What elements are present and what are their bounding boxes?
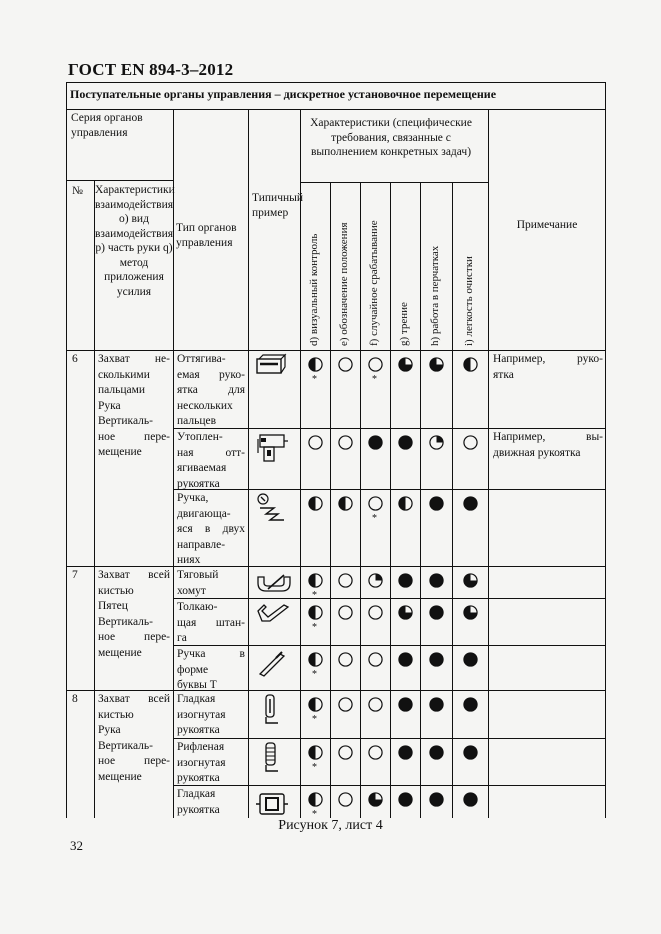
control-type-line: Утоплен- — [177, 431, 223, 443]
control-type-line: ягиваемая — [177, 462, 227, 474]
header-column-3: f) случайное срабатывание — [368, 220, 380, 346]
control-type-line: изогнутая — [177, 756, 226, 769]
header-num: № — [72, 185, 83, 197]
grid-line — [300, 110, 301, 818]
grid-line — [390, 182, 391, 818]
header-typical-example: Типичный пример — [252, 192, 304, 219]
grid-line — [248, 110, 249, 818]
rating-half-icon — [463, 357, 478, 377]
control-type-line: пальцев — [177, 415, 217, 427]
rating-full-icon — [398, 697, 413, 717]
pull-yoke-sketch — [254, 569, 292, 603]
t-handle-sketch — [254, 648, 292, 682]
control-type-line: Гладкая — [177, 788, 216, 800]
control-type-line: емая руко- — [177, 368, 245, 381]
group-description-line: Пятец — [98, 600, 128, 612]
control-type-line: направле- — [177, 538, 226, 551]
rating-half-icon — [308, 496, 323, 516]
rating-full-icon — [429, 792, 444, 812]
control-type-line: Оттягива- — [177, 353, 226, 365]
header-column-2: e) обозначение положения — [338, 222, 350, 346]
rating-empty-icon — [338, 357, 353, 377]
smooth-bent-handle-sketch — [254, 693, 292, 727]
header-note: Примечание — [516, 219, 578, 231]
rating-full-icon — [429, 697, 444, 717]
rating-full-icon — [429, 745, 444, 765]
grid-line — [420, 182, 421, 818]
asterisk-mark: * — [312, 762, 317, 773]
control-type-line: рукоятка — [177, 772, 220, 784]
group-description-line: ное пере- — [98, 631, 170, 643]
group-number: 6 — [72, 353, 78, 365]
rating-three-quarter-icon — [429, 357, 444, 377]
asterisk-mark: * — [312, 714, 317, 725]
asterisk-mark: * — [372, 374, 377, 385]
rating-full-icon — [463, 745, 478, 765]
group-description-line: Вертикаль- — [98, 615, 153, 628]
grid-line — [452, 182, 453, 818]
rating-empty-icon — [338, 745, 353, 765]
table-caption: Поступательные органы управления – дискретное установочное перемещение — [66, 82, 606, 110]
rating-empty-icon — [338, 573, 353, 593]
rating-full-icon — [463, 792, 478, 812]
rating-three-quarter-icon — [398, 605, 413, 625]
note-line: Например, руко- — [493, 353, 603, 365]
rating-full-icon — [398, 652, 413, 672]
recessed-handle-sketch — [254, 431, 292, 465]
rating-empty-icon — [368, 652, 383, 672]
control-type-line: рукоятка — [177, 724, 220, 736]
group-description-line: Захват всей — [98, 693, 170, 705]
rating-empty-icon — [338, 792, 353, 812]
rating-three-quarter-icon — [398, 357, 413, 377]
asterisk-mark: * — [312, 669, 317, 680]
rating-half-icon — [338, 496, 353, 516]
grid-line — [66, 180, 173, 181]
rating-full-icon — [368, 435, 383, 455]
page-number: 32 — [70, 838, 83, 853]
rating-quarter-icon — [429, 435, 444, 455]
group-description-line: кистью — [98, 584, 134, 597]
rating-three-quarter-icon — [463, 573, 478, 593]
finger-pull-handle-sketch — [254, 353, 292, 387]
control-type-line: форме — [177, 663, 209, 676]
figure-caption: Рисунок 7, лист 4 — [278, 818, 383, 833]
group-description-line: Захват не- — [98, 353, 170, 365]
rating-quarter-icon — [368, 573, 383, 593]
note-line: движная рукоятка — [493, 446, 581, 459]
rating-empty-icon — [338, 652, 353, 672]
asterisk-mark: * — [312, 590, 317, 601]
control-type-line: Рифленая — [177, 741, 225, 753]
rating-full-icon — [398, 745, 413, 765]
control-type-line: Ручка в — [177, 648, 245, 660]
document-title: ГОСТ EN 894-3–2012 — [68, 60, 234, 79]
control-type-line: Толкаю- — [177, 601, 218, 613]
asterisk-mark: * — [312, 809, 317, 820]
header-column-4: g) трение — [398, 302, 410, 346]
header-characteristics: Характеристики (специфические требования, связанные с выполнением конкретных задач) — [310, 117, 472, 158]
rating-full-icon — [398, 435, 413, 455]
header-interaction-chars: Характеристики взаимодействия о) вид взаимодействия р) часть руки q) метод приложения усилия — [95, 184, 175, 298]
rating-empty-icon — [338, 697, 353, 717]
header-column-5: h) работа в перчатках — [429, 245, 441, 346]
rating-empty-icon — [368, 605, 383, 625]
rating-empty-icon — [368, 697, 383, 717]
control-type-line: Гладкая — [177, 693, 216, 705]
control-type-line: хомут — [177, 584, 206, 597]
rating-empty-icon — [338, 605, 353, 625]
rating-half-icon — [398, 496, 413, 516]
control-type-line: рукоятка — [177, 477, 220, 490]
rating-full-icon — [398, 573, 413, 593]
group-description-line: кистью — [98, 708, 134, 721]
rating-empty-icon — [368, 745, 383, 765]
group-description-line: ное пере- — [98, 755, 170, 767]
grid-line — [173, 738, 606, 739]
note-line: Например, вы- — [493, 431, 603, 443]
control-type-line: рукоятка — [177, 803, 220, 816]
rating-three-quarter-icon — [463, 605, 478, 625]
group-description-line: Вертикаль- — [98, 415, 153, 427]
grid-line — [360, 182, 361, 818]
group-description-line: мещение — [98, 770, 142, 783]
group-description-line: Рука — [98, 724, 121, 736]
group-description-line: Рука — [98, 399, 121, 412]
group-description-line: мещение — [98, 446, 142, 458]
control-type-line: ная отт- — [177, 446, 245, 459]
group-description-line: ное пере- — [98, 430, 170, 443]
asterisk-mark: * — [372, 513, 377, 524]
rating-empty-icon — [308, 435, 323, 455]
grid-line — [330, 182, 331, 818]
control-type-line: щая штан- — [177, 616, 245, 629]
rating-empty-icon — [338, 435, 353, 455]
asterisk-mark: * — [312, 622, 317, 633]
control-type-line: яся в двух — [177, 523, 245, 535]
grid-line — [300, 182, 488, 183]
control-type-line: буквы Т — [177, 679, 217, 691]
group-number: 8 — [72, 693, 78, 705]
rating-full-icon — [429, 573, 444, 593]
note-line: ятка — [493, 368, 514, 381]
rating-full-icon — [463, 697, 478, 717]
control-type-line: Ручка, — [177, 492, 209, 504]
header-control-type: Тип органов управления — [176, 222, 237, 249]
group-description-line: мещение — [98, 646, 142, 659]
header-series: Серия органов управления — [71, 112, 143, 139]
control-type-line: ятка для — [177, 384, 245, 396]
rating-full-icon — [463, 496, 478, 516]
rating-full-icon — [398, 792, 413, 812]
group-number: 7 — [72, 569, 78, 581]
header-column-1: d) визуальный контроль — [308, 233, 320, 346]
control-type-line: га — [177, 632, 187, 644]
rating-full-icon — [429, 605, 444, 625]
rating-full-icon — [463, 652, 478, 672]
rating-empty-icon — [463, 435, 478, 455]
grid-line — [66, 566, 606, 567]
control-type-line: двигающа- — [177, 507, 231, 520]
rating-three-quarter-icon — [368, 792, 383, 812]
control-type-line: нескольких — [177, 399, 233, 412]
group-description-line: Захват всей — [98, 569, 170, 581]
control-type-line: ниях — [177, 554, 201, 566]
control-type-line: Тяговый — [177, 569, 219, 581]
rating-full-icon — [429, 652, 444, 672]
push-bar-sketch — [254, 601, 292, 635]
grid-line — [173, 110, 174, 818]
grid-line — [66, 350, 606, 351]
smooth-handle-sketch — [254, 788, 292, 822]
group-description-line: Вертикаль- — [98, 739, 153, 752]
two-way-handle-sketch — [254, 492, 292, 526]
grid-line — [66, 690, 606, 691]
ribbed-bent-handle-sketch — [254, 741, 292, 775]
group-description-line: пальцами — [98, 384, 146, 396]
header-column-6: i) легкость очистки — [463, 256, 475, 346]
group-description-line: сколькими — [98, 368, 150, 381]
rating-full-icon — [429, 496, 444, 516]
control-type-line: изогнутая — [177, 708, 226, 721]
grid-line — [488, 110, 489, 818]
asterisk-mark: * — [312, 374, 317, 385]
